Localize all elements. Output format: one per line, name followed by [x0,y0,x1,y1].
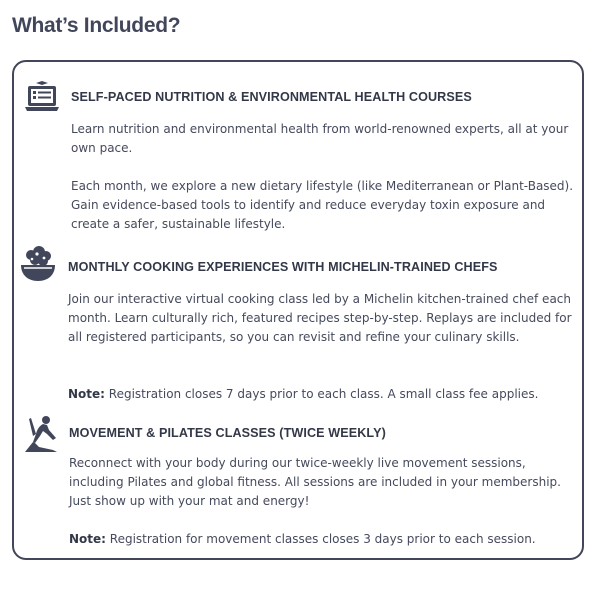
cooking-paragraph-1: Join our interactive virtual cooking class led by a Michelin kitchen-trained chef each month. Learn culturally rich, featured recipes step-by-step. Replays are included for all registered participants, so you can revisit and refine your culinary skills. [68,292,572,344]
cooking-note-text: Registration closes 7 days prior to each class. A small class fee applies. [104,387,539,401]
food-bowl-icon [20,245,56,283]
movement-paragraph-1: Reconnect with your body during our twice-weekly live movement sessions, including Pilates and global fitness. All sessions are included in your membership. Just show up with your mat and energy! [69,456,561,508]
movement-note-text: Registration for movement classes closes 3 days prior to each session. [105,532,536,546]
laptop-course-icon [23,80,61,118]
included-card [12,60,584,560]
courses-paragraph-1: Learn nutrition and environmental health from world-renowned experts, all at your own pace. [71,122,569,155]
movement-note [69,530,579,549]
cooking-note [68,385,580,404]
page-title: What’s Included? [12,14,181,37]
section-heading-movement: MOVEMENT & PILATES CLASSES (TWICE WEEKLY) [69,426,386,440]
section-heading-cooking: MONTHLY COOKING EXPERIENCES WITH MICHELIN-TRAINED CHEFS [68,260,498,274]
cooking-note-label: Note: [68,387,105,401]
courses-paragraph-2: Each month, we explore a new dietary lifestyle (like Mediterranean or Plant-Based). Gain evidence-based tools to identify and reduce everyday toxin exposure and create a safer, sustainable lifestyle. [71,179,574,231]
movement-note-label: Note: [69,532,106,546]
pilates-pose-icon [23,414,59,454]
section-heading-courses: SELF-PACED NUTRITION & ENVIRONMENTAL HEALTH COURSES [71,90,472,104]
